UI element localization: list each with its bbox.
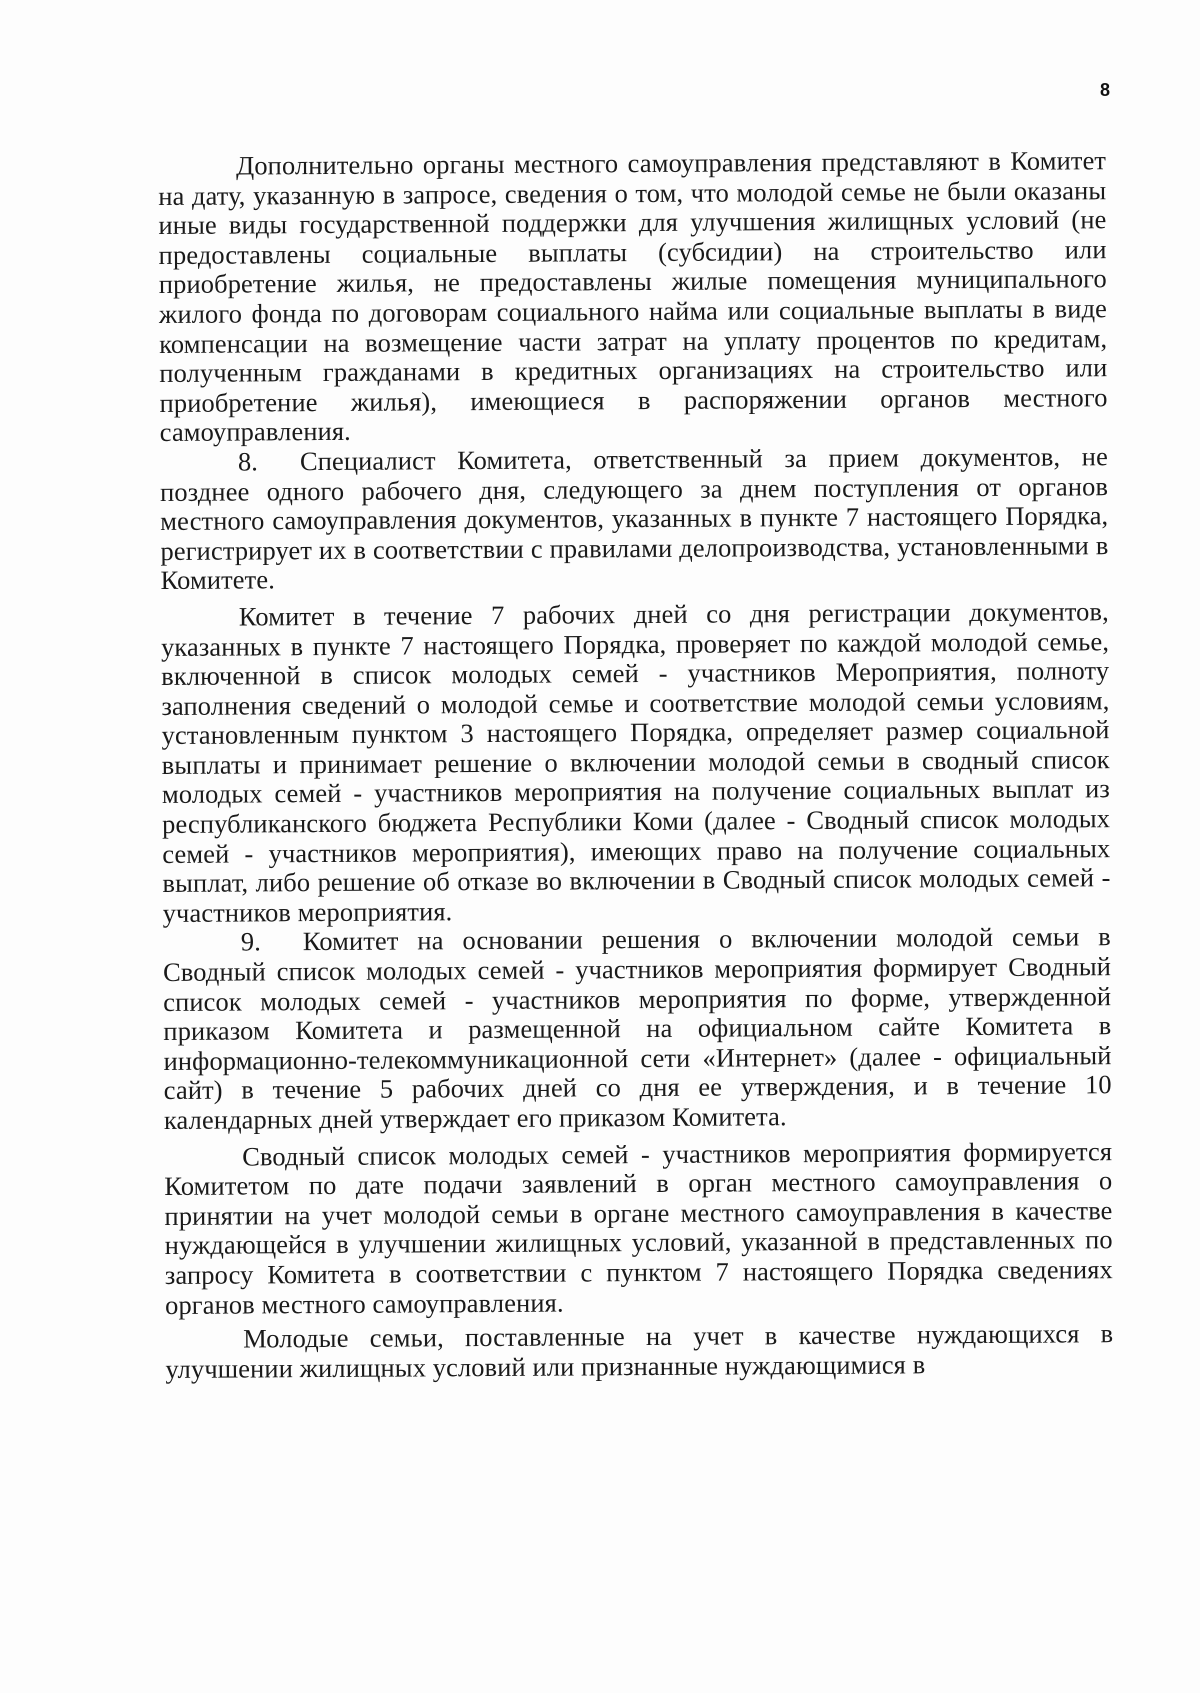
paragraph-number: 9.	[240, 926, 261, 957]
paragraph-item-8	[160, 442, 1109, 596]
paragraph-item-9	[163, 923, 1112, 1136]
paragraph-text: Комитет в течение 7 рабочих дней со дня регистрации документов, указанных в пункте 7 настоящего Порядка, проверяет по каждой молодой семье, включенной в список молодых семей - участников Мероприятия, полноту заполнения сведений о молодой семье и соответствие молодой семьи условиям, установленным пунктом 3 настоящего Порядка, определяет размер социальной выплаты и принимает решение о включении молодой семьи в сводный список молодых семей - участников мероприятия на получение социальных выплат из республиканского бюджета Республики Коми (далее - Сводный список молодых семей - участников мероприятия), имеющих право на получение социальных выплат, либо решение об отказе во включении в Сводный список молодых семей - участников мероприятия.	[160, 596, 1111, 928]
paragraph-consolidated-list	[164, 1137, 1113, 1320]
paragraph-additional-info	[158, 146, 1108, 448]
paragraph-young-families	[165, 1319, 1113, 1384]
page-number: 8	[1100, 80, 1111, 100]
paragraph-text: Специалист Комитета, ответственный за прием документов, не позднее одного рабочего дня, следующего за днем поступления от органов местного самоуправления документов, указанных в пункте 7 настоящего Порядка, регистрирует их в соответствии с правилами делопроизводства, установленными в Комитете.	[159, 441, 1109, 596]
paragraph-text: Молодые семьи, поставленные на учет в качестве нуждающихся в улучшении жилищных условий или признанные нуждающимися в	[165, 1318, 1114, 1384]
paragraph-number: 8.	[237, 446, 259, 477]
paragraph-text: Сводный список молодых семей - участников мероприятия формируется Комитетом по дате подачи заявлений в орган местного самоуправления о принятии на учет молодой семьи в органе местного самоуправления в качестве нуждающейся в улучшении жилищных условий, указанной в представленных по запросу Комитета в соответствии с пунктом 7 настоящего Порядка сведениях органов местного самоуправления.	[164, 1135, 1113, 1320]
paragraph-committee-check	[161, 597, 1111, 928]
paragraph-text: Дополнительно органы местного самоуправления представляют в Комитет на дату, указанную в запросе, сведения о том, что молодой семье не были оказаны иные виды государственной поддержки для улучшения жилищных условий (не предоставлены социальные выплаты (субсидии) на строительство или приобретение жилья, не предоставлены жилые помещения муниципального жилого фонда по договорам социального найма или социальные выплаты в виде компенсации на возмещение части затрат на уплату процентов по кредитам, полученным гражданами в кредитных организациях на строительство или приобретение жилья), имеющиеся в распоряжении органов местного самоуправления.	[158, 145, 1108, 448]
document-body	[158, 146, 1114, 1384]
paragraph-text: Комитет на основании решения о включении молодой семьи в Сводный список молодых семей - участников мероприятия формирует Сводный список молодых семей - участников мероприятия по форме, утвержденной приказом Комитета и размещенной на официальном сайте Комитета в информационно-телекоммуникационной сети «Интернет» (далее - официальный сайт) в течение 5 рабочих дней со дня ее утверждения, и в течение 10 календарных дней утверждает его приказом Комитета.	[162, 921, 1112, 1135]
